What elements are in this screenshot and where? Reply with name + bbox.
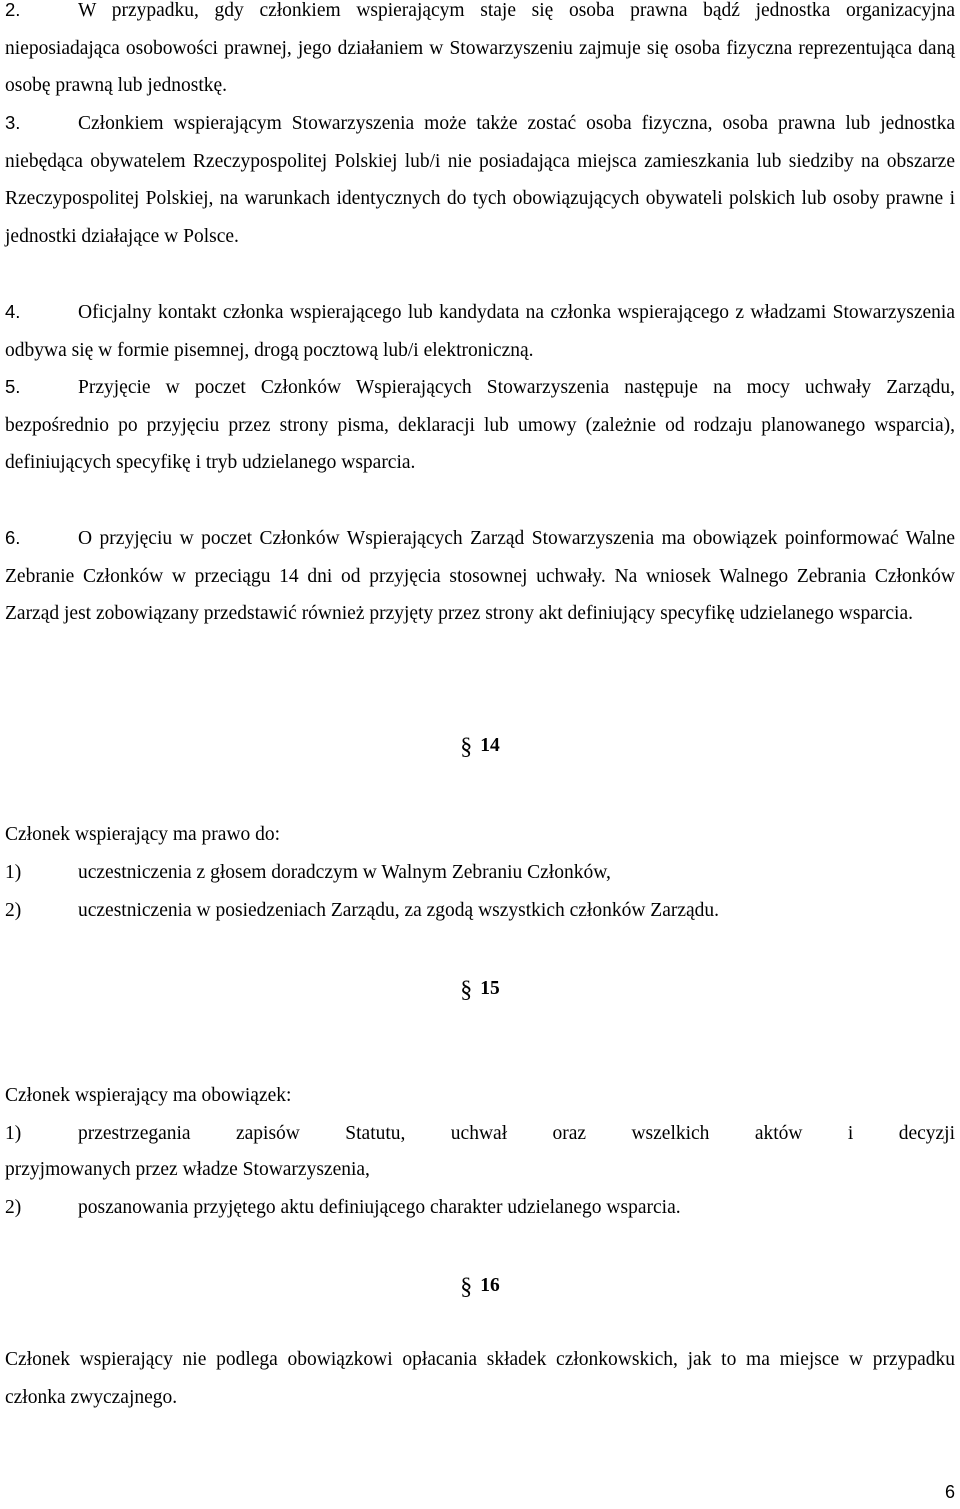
list-item [5,1189,955,1227]
list-item-text: uczestniczenia w posiedzeniach Zarządu, za zgodą wszystkich członków Zarządu. [78,900,720,921]
page-number: 6 [944,1482,955,1502]
section-sign: § [460,977,473,1003]
list-item-number: 2) [5,900,22,921]
section-number: 14 [480,735,500,756]
paragraph-text: Oficjalny kontakt członka wspierającego lub kandydata na członka wspierającego z władzami Stowarzyszenia odbywa się w formie pisemnej, drogą pocztową lub/i elektroniczną. [5,302,955,361]
paragraph-5 [5,368,955,482]
list-item-continuation: przyjmowanych przez władze Stowarzyszenia, [5,1159,370,1180]
list-item [5,854,955,892]
paragraph-2 [5,0,955,105]
list-item-number: 1) [5,1123,22,1144]
section-16-text: Członek wspierający nie podlega obowiązkowi opłacania składek członkowskich, jak to ma miejsce w przypadku członka zwyczajnego. [5,1349,955,1408]
list-item [5,892,955,930]
paragraph-4 [5,293,955,369]
document-page [5,0,955,1509]
paragraph-3 [5,104,955,255]
paragraph-text: W przypadku, gdy członkiem wspierającym staje się osoba prawna bądź jednostka organizacyjna nieposiadająca osobowości prawnej, jego działaniem w Stowarzyszeniu zajmuje się osoba fizyczna reprezentująca daną osobę prawną lub jednostkę. [5,0,955,97]
list-item [5,1115,955,1153]
section-sign: § [460,1274,473,1300]
paragraph-6 [5,519,955,633]
paragraph-text: O przyjęciu w poczet Członków Wspierających Zarząd Stowarzyszenia ma obowiązek poinformować Walne Zebranie Członków w przeciągu 14 dni od przyjęcia stosownej uchwały. Na wniosek Walnego Zebrania Członków Zarząd jest zobowiązany przedstawić również przyjęty przez strony akt definiujący specyfikę udzielanego wsparcia. [5,528,955,625]
section-number: 16 [480,1275,500,1296]
list-item-text: poszanowania przyjętego aktu definiującego charakter udzielanego wsparcia. [78,1197,681,1218]
paragraph-number: 6. [5,527,21,548]
list-item-number: 2) [5,1197,22,1218]
section-14-intro: Członek wspierający ma prawo do: [5,824,281,845]
paragraph-number: 5. [5,376,21,397]
paragraph-number: 3. [5,112,21,133]
section-heading-16 [5,1264,955,1304]
paragraph-text: Przyjęcie w poczet Członków Wspierających Stowarzyszenia następuje na mocy uchwały Zarządu, bezpośrednio po przyjęciu przez strony pisma, deklaracji lub umowy (zależnie od rodzaju planowanego wsparcia), definiujących specyfikę i tryb udzielanego wsparcia. [5,377,955,474]
section-sign: § [460,734,473,760]
section-15-intro: Członek wspierający ma obowiązek: [5,1085,292,1106]
list-item-number: 1) [5,862,22,883]
paragraph-text: Członkiem wspierającym Stowarzyszenia może także zostać osoba fizyczna, osoba prawna lub jednostka niebędąca obywatelem Rzeczypospolitej Polskiej lub/i nie posiadająca miejsca zamieszkania lub siedziby na obszarze Rzeczypospolitej Polskiej, na warunkach identycznych do tych obowiązujących obywateli polskich lub osoby prawne i jednostki działające w Polsce. [5,113,955,247]
list-item-text: uczestniczenia z głosem doradczym w Walnym Zebraniu Członków, [78,862,611,883]
section-heading-14 [5,724,955,764]
section-heading-15 [5,967,955,1007]
list-item-text: przestrzegania zapisów Statutu, uchwał oraz wszelkich aktów i decyzji [78,1123,955,1144]
section-number: 15 [480,978,500,999]
paragraph-number: 2. [5,0,21,20]
paragraph-number: 4. [5,301,21,322]
